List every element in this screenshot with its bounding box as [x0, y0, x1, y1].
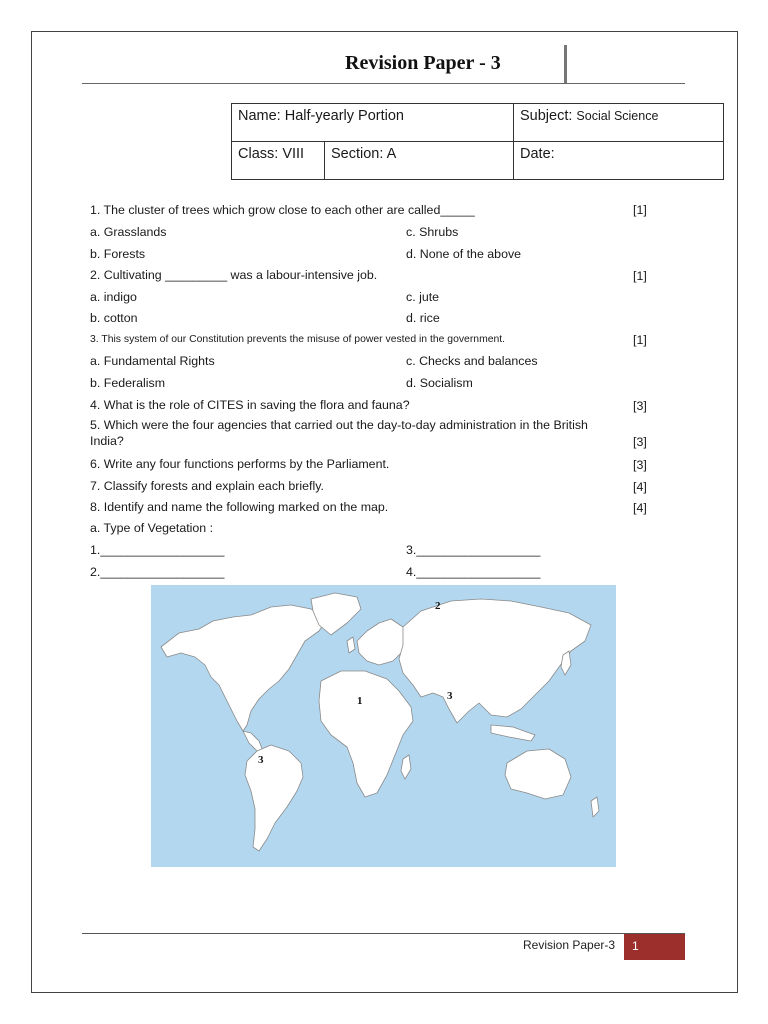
answer-blank-1: 1.__________________	[90, 543, 225, 557]
question-1-option-c: c. Shrubs	[406, 225, 459, 239]
map-label-3-south-america: 3	[258, 754, 264, 766]
question-2-option-c: c. jute	[406, 290, 440, 304]
answer-blank-3: 3.__________________	[406, 543, 541, 557]
question-1-option-d: d. None of the above	[406, 247, 522, 261]
answer-blank-2: 2.__________________	[90, 565, 225, 579]
world-map-svg	[151, 585, 616, 867]
subject-value: Social Science	[576, 109, 659, 123]
world-map	[151, 585, 616, 867]
question-8-sub-a: a. Type of Vegetation :	[90, 521, 214, 535]
date-cell: Date:	[514, 142, 724, 180]
page-title: Revision Paper - 3	[345, 52, 501, 74]
map-label-2: 2	[435, 600, 441, 612]
subject-label: Subject:	[520, 108, 577, 124]
question-2-option-b: b. cotton	[90, 311, 138, 325]
map-label-1: 1	[357, 695, 363, 707]
question-2-option-a: a. indigo	[90, 290, 137, 304]
question-2-option-d: d. rice	[406, 311, 440, 325]
question-5-line-2: India?	[90, 434, 124, 448]
question-4-marks: [3]	[633, 399, 647, 413]
info-table	[231, 103, 724, 180]
central-america-landmass	[243, 731, 263, 751]
question-6: 6. Write any four functions performs by the Parliament.	[90, 457, 390, 471]
new-zealand-landmass	[591, 797, 599, 817]
uk-landmass	[347, 637, 355, 653]
map-label-3-asia: 3	[447, 690, 453, 702]
question-2-marks: [1]	[633, 269, 647, 283]
question-5-line-1: 5. Which were the four agencies that carried out the day-to-day administration in the British	[90, 418, 588, 432]
question-5-marks: [3]	[633, 435, 647, 449]
question-6-marks: [3]	[633, 458, 647, 472]
question-3: 3. This system of our Constitution prevents the misuse of power vested in the government.	[90, 334, 506, 345]
class-cell: Class: VIII	[232, 142, 325, 180]
question-3-option-a: a. Fundamental Rights	[90, 354, 215, 368]
section-cell: Section: A	[325, 142, 514, 180]
indonesia-landmass	[491, 725, 535, 741]
question-3-option-b: b. Federalism	[90, 376, 166, 390]
australia-landmass	[505, 749, 571, 799]
footer-rule	[82, 933, 685, 934]
question-3-marks: [1]	[633, 333, 647, 347]
question-1-option-a: a. Grasslands	[90, 225, 167, 239]
question-3-option-c: c. Checks and balances	[406, 354, 538, 368]
title-divider	[564, 45, 567, 83]
question-7: 7. Classify forests and explain each briefly.	[90, 479, 324, 493]
question-1-marks: [1]	[633, 203, 647, 217]
question-8: 8. Identify and name the following marked on the map.	[90, 500, 389, 514]
north-america-landmass	[161, 605, 327, 731]
africa-landmass	[319, 671, 413, 797]
subject-cell	[514, 104, 724, 142]
question-8-marks: [4]	[633, 501, 647, 515]
question-2: 2. Cultivating _________ was a labour-intensive job.	[90, 268, 378, 282]
footer-title: Revision Paper-3	[523, 938, 616, 952]
answer-blank-4: 4.__________________	[406, 565, 541, 579]
page-number-badge: 1	[624, 934, 685, 960]
question-1-option-b: b. Forests	[90, 247, 146, 261]
title-rule	[82, 83, 685, 84]
question-3-option-d: d. Socialism	[406, 376, 473, 390]
question-4: 4. What is the role of CITES in saving the flora and fauna?	[90, 398, 410, 412]
question-7-marks: [4]	[633, 480, 647, 494]
madagascar-landmass	[401, 755, 411, 779]
name-cell: Name: Half-yearly Portion	[232, 104, 514, 142]
question-1: 1. The cluster of trees which grow close to each other are called_____	[90, 203, 475, 217]
south-america-landmass	[245, 745, 303, 851]
